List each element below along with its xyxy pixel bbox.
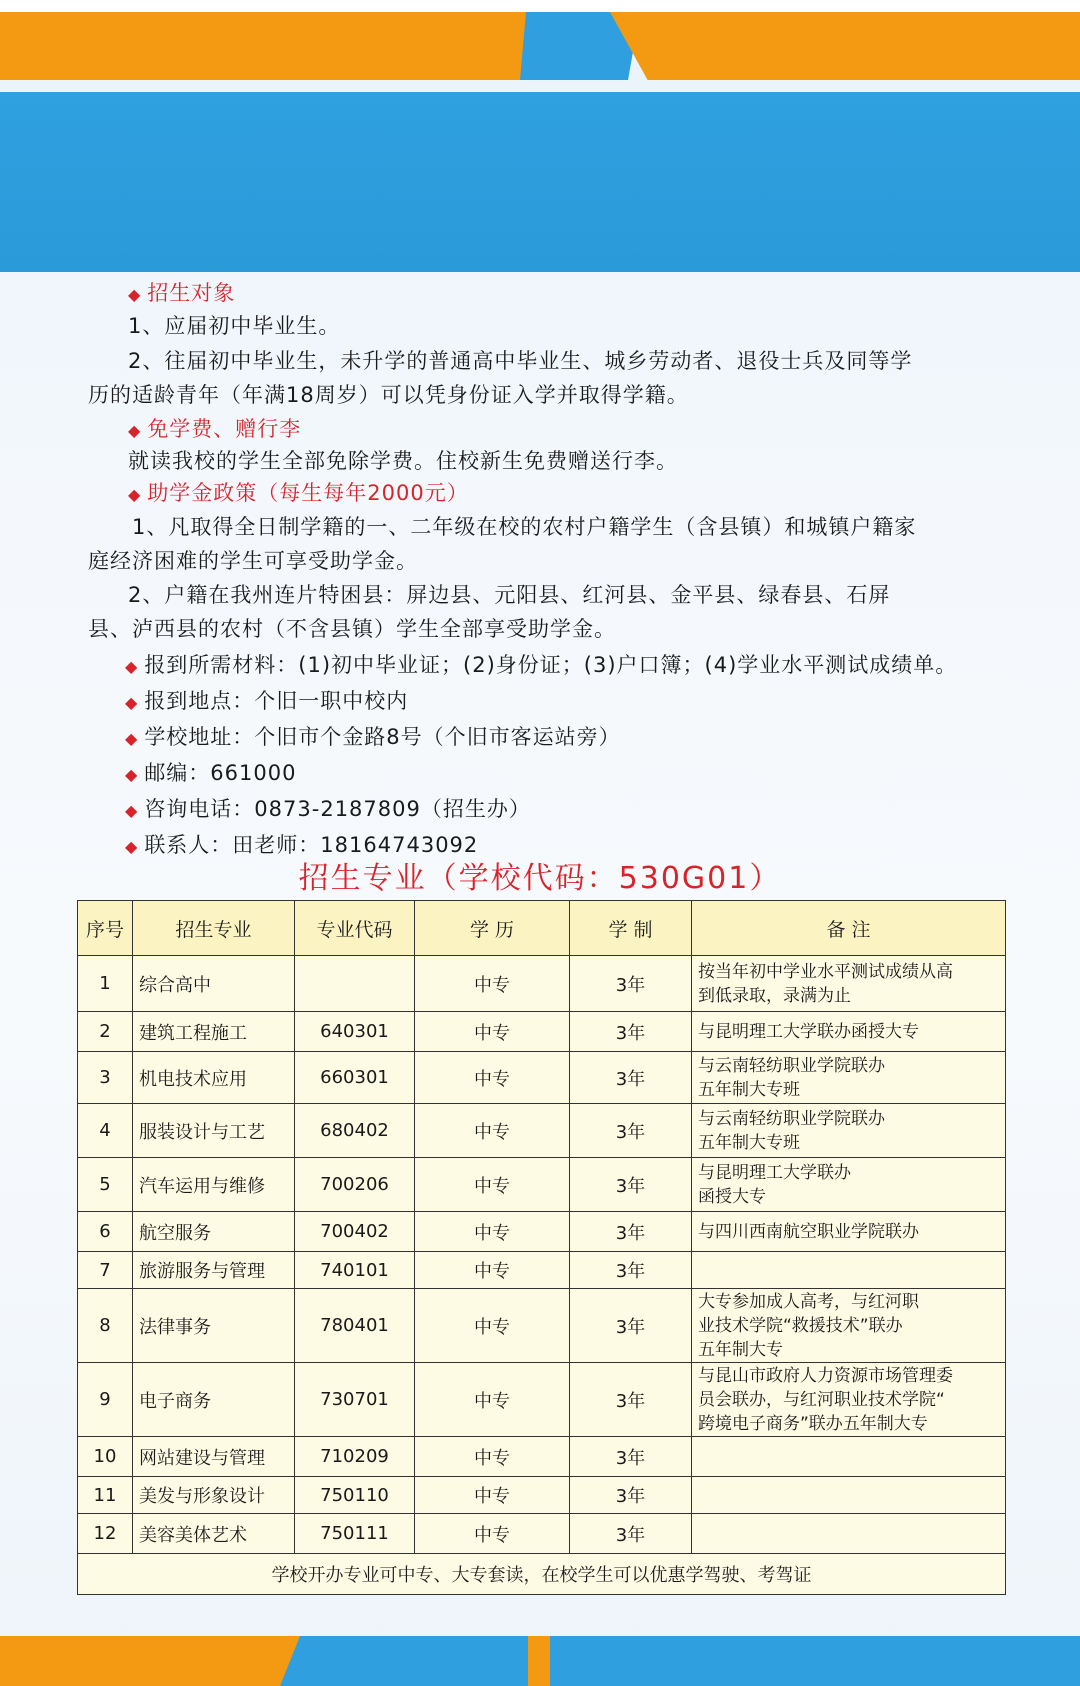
note-line: 跨境电子商务”联办五年制大专 (698, 1413, 928, 1434)
cell-no: 6 (78, 1212, 133, 1252)
header-code: 专业代码 (295, 901, 415, 956)
cell-major: 法律事务 (133, 1289, 295, 1363)
blue-header-banner (0, 92, 1080, 272)
cell-major: 旅游服务与管理 (133, 1252, 295, 1289)
cell-note (692, 1052, 1006, 1104)
cell-no: 2 (78, 1012, 133, 1052)
note-line: 五年制大专班 (698, 1132, 800, 1153)
note-line: 与云南轻纺职业学院联办 (698, 1055, 885, 1076)
cell-level: 中专 (415, 1104, 570, 1158)
cell-level: 中专 (415, 1012, 570, 1052)
cell-no: 7 (78, 1252, 133, 1289)
cell-years: 3年 (570, 1158, 692, 1212)
table-row (78, 1252, 1006, 1289)
cell-major: 电子商务 (133, 1363, 295, 1437)
note-line: 与昆明理工大学联办 (698, 1162, 851, 1183)
diamond-icon: ◆ (125, 801, 139, 820)
cell-years: 3年 (570, 1477, 692, 1514)
cell-code: 750110 (295, 1477, 415, 1514)
table-footer-note: 学校开办专业可中专、大专套读，在校学生可以优惠学驾驶、考驾证 (78, 1554, 1006, 1595)
target-item-1: 1、应届初中毕业生。 (128, 314, 341, 338)
diamond-icon: ◆ (125, 837, 139, 856)
note-line: 函授大专 (698, 1186, 766, 1207)
cell-code (295, 956, 415, 1012)
cell-years: 3年 (570, 1212, 692, 1252)
cell-code: 710209 (295, 1437, 415, 1477)
cell-major: 美容美体艺术 (133, 1514, 295, 1554)
cell-no: 10 (78, 1437, 133, 1477)
majors-table (77, 900, 1006, 1595)
note-line: 五年制大专班 (698, 1079, 800, 1100)
cell-note (692, 1252, 1006, 1289)
note-line: 与昆山市政府人力资源市场管理委 (698, 1365, 953, 1386)
table-header-row (78, 901, 1006, 956)
grant-item-1a: 1、凡取得全日制学籍的一、二年级在校的农村户籍学生（含县镇）和城镇户籍家 (132, 515, 917, 539)
cell-level: 中专 (415, 956, 570, 1012)
heading-grant: ◆ 助学金政策（每生每年2000元） (128, 481, 469, 505)
heading-free: ◆ 免学费、赠行李 (128, 417, 302, 441)
note-line: 与四川西南航空职业学院联办 (698, 1221, 919, 1242)
cell-code: 640301 (295, 1012, 415, 1052)
table-row (78, 1363, 1006, 1437)
cell-level: 中专 (415, 1514, 570, 1554)
diamond-icon: ◆ (125, 657, 139, 676)
cell-level: 中专 (415, 1289, 570, 1363)
cell-no: 12 (78, 1514, 133, 1554)
cell-no: 1 (78, 956, 133, 1012)
cell-note (692, 1437, 1006, 1477)
table-row (78, 1012, 1006, 1052)
cell-note (692, 1012, 1006, 1052)
table-row (78, 1437, 1006, 1477)
note-line: 大专参加成人高考，与红河职 (698, 1291, 919, 1312)
note-line: 与昆明理工大学联办函授大专 (698, 1021, 919, 1042)
cell-no: 9 (78, 1363, 133, 1437)
cell-major: 网站建设与管理 (133, 1437, 295, 1477)
cell-level: 中专 (415, 1158, 570, 1212)
target-item-2b: 历的适龄青年（年满18周岁）可以凭身份证入学并取得学籍。 (88, 383, 689, 407)
materials: ◆ 报到所需材料：(1)初中毕业证；(2)身份证；(3)户口簿；(4)学业水平测试成绩单。 (125, 653, 958, 677)
cell-years: 3年 (570, 1437, 692, 1477)
note-line: 业技术学院“救援技术”联办 (698, 1315, 903, 1336)
orange-stripe-right (610, 12, 1080, 80)
header-major: 招生专业 (133, 901, 295, 956)
note-line: 按当年初中学业水平测试成绩从高 (698, 961, 953, 982)
table-row (78, 1212, 1006, 1252)
bottom-decor-band (0, 1636, 1080, 1686)
orange-stripe-bottom-mid (528, 1636, 550, 1686)
cell-level: 中专 (415, 1052, 570, 1104)
cell-years: 3年 (570, 1252, 692, 1289)
header-level: 学 历 (415, 901, 570, 956)
cell-note (692, 1363, 1006, 1437)
header-note: 备 注 (692, 901, 1006, 956)
diamond-icon: ◆ (125, 729, 139, 748)
grant-item-1b: 庭经济困难的学生可享受助学金。 (88, 549, 418, 573)
cell-years: 3年 (570, 956, 692, 1012)
diamond-icon: ◆ (128, 485, 142, 504)
cell-note (692, 1158, 1006, 1212)
cell-level: 中专 (415, 1437, 570, 1477)
cell-note (692, 1477, 1006, 1514)
note-line: 五年制大专 (698, 1339, 783, 1360)
cell-years: 3年 (570, 1363, 692, 1437)
phone: ◆ 咨询电话：0873-2187809（招生办） (125, 797, 531, 821)
report-place: ◆ 报到地点：个旧一职中校内 (125, 689, 409, 713)
heading-target: ◆ 招生对象 (128, 281, 236, 305)
cell-years: 3年 (570, 1012, 692, 1052)
cell-note (692, 1212, 1006, 1252)
contact: ◆ 联系人：田老师：18164743092 (125, 833, 479, 857)
cell-years: 3年 (570, 1104, 692, 1158)
cell-code: 750111 (295, 1514, 415, 1554)
target-item-2a: 2、往届初中毕业生，未升学的普通高中毕业生、城乡劳动者、退役士兵及同等学 (128, 349, 913, 373)
cell-major: 服装设计与工艺 (133, 1104, 295, 1158)
note-line: 到低录取，录满为止 (698, 985, 851, 1006)
cell-years: 3年 (570, 1514, 692, 1554)
cell-code: 660301 (295, 1052, 415, 1104)
cell-code: 780401 (295, 1289, 415, 1363)
cell-note (692, 1289, 1006, 1363)
cell-note (692, 1514, 1006, 1554)
cell-code: 700206 (295, 1158, 415, 1212)
diamond-icon: ◆ (125, 765, 139, 784)
table-row (78, 1514, 1006, 1554)
cell-major: 汽车运用与维修 (133, 1158, 295, 1212)
note-line: 员会联办，与红河职业技术学院“ (698, 1389, 945, 1410)
cell-no: 8 (78, 1289, 133, 1363)
diamond-icon: ◆ (128, 285, 142, 304)
section-title: 招生专业（学校代码：530G01） (298, 861, 782, 896)
grant-item-2a: 2、户籍在我州连片特困县：屏边县、元阳县、红河县、金平县、绿春县、石屏 (128, 583, 891, 607)
table-row (78, 1158, 1006, 1212)
cell-major: 航空服务 (133, 1212, 295, 1252)
cell-code: 680402 (295, 1104, 415, 1158)
blue-stripe-bottom-right (550, 1636, 1080, 1686)
table-row (78, 956, 1006, 1012)
blue-stripe-bottom-mid (280, 1636, 530, 1686)
cell-level: 中专 (415, 1212, 570, 1252)
cell-no: 4 (78, 1104, 133, 1158)
cell-level: 中专 (415, 1363, 570, 1437)
note-line: 与云南轻纺职业学院联办 (698, 1108, 885, 1129)
cell-years: 3年 (570, 1052, 692, 1104)
top-decor-band (0, 0, 1080, 90)
cell-major: 建筑工程施工 (133, 1012, 295, 1052)
cell-major: 综合高中 (133, 956, 295, 1012)
school-address: ◆ 学校地址：个旧市个金路8号（个旧市客运站旁） (125, 725, 621, 749)
postcode: ◆ 邮编：661000 (125, 761, 297, 785)
table-row (78, 1104, 1006, 1158)
table-footer-row (78, 1554, 1006, 1595)
cell-years: 3年 (570, 1289, 692, 1363)
cell-note (692, 1104, 1006, 1158)
cell-major: 机电技术应用 (133, 1052, 295, 1104)
cell-no: 5 (78, 1158, 133, 1212)
orange-stripe-left (0, 12, 535, 80)
cell-level: 中专 (415, 1252, 570, 1289)
diamond-icon: ◆ (128, 421, 142, 440)
cell-code: 700402 (295, 1212, 415, 1252)
table-row (78, 1289, 1006, 1363)
cell-code: 740101 (295, 1252, 415, 1289)
header-years: 学 制 (570, 901, 692, 956)
free-text: 就读我校的学生全部免除学费。住校新生免费赠送行李。 (128, 449, 678, 473)
header-no: 序号 (78, 901, 133, 956)
cell-no: 3 (78, 1052, 133, 1104)
cell-no: 11 (78, 1477, 133, 1514)
table-row (78, 1052, 1006, 1104)
cell-code: 730701 (295, 1363, 415, 1437)
table-row (78, 1477, 1006, 1514)
cell-note (692, 956, 1006, 1012)
cell-major: 美发与形象设计 (133, 1477, 295, 1514)
diamond-icon: ◆ (125, 693, 139, 712)
cell-level: 中专 (415, 1477, 570, 1514)
orange-stripe-bottom-left (0, 1636, 300, 1686)
grant-item-2b: 县、泸西县的农村（不含县镇）学生全部享受助学金。 (88, 617, 616, 641)
